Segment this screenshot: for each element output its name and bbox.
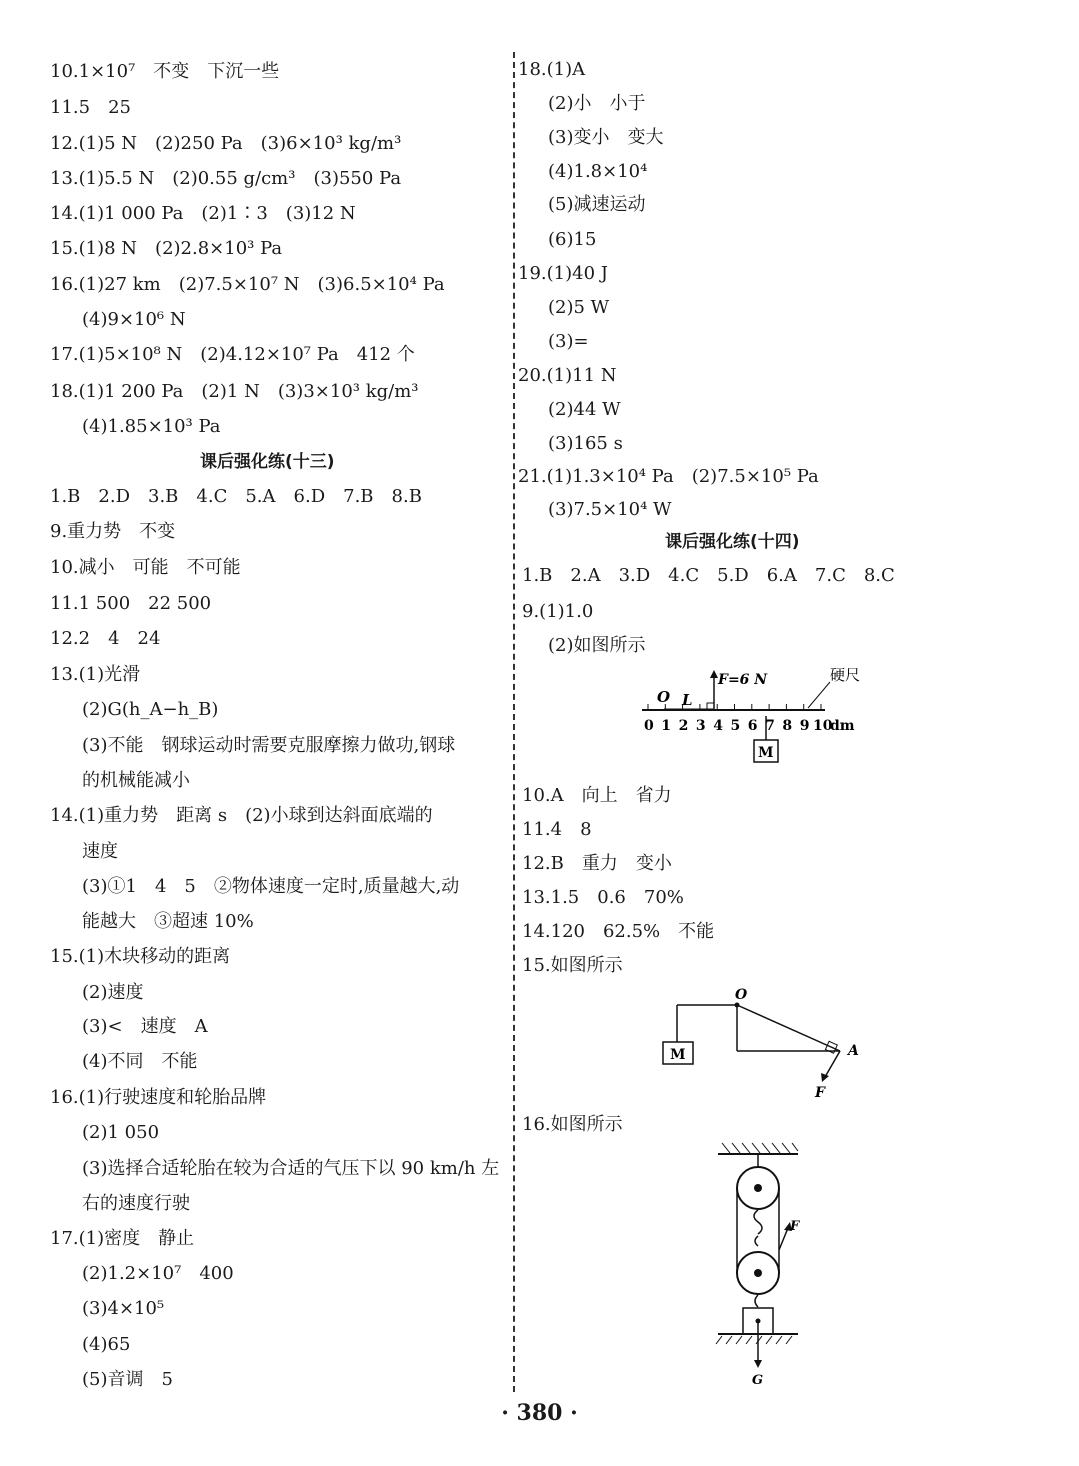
answer-line: (3)变小 变大 [548,127,664,148]
answer-line: (5)音调 5 [82,1369,173,1390]
ruler-label: 硬尺 [830,666,861,684]
gravity-g-label: G [752,1373,764,1388]
answer-line: 12.(1)5 N (2)250 Pa (3)6×10³ kg/m³ [50,133,402,154]
answer-line: (2)如图所示 [548,635,646,656]
answer-line: (3)< 速度 A [82,1016,208,1037]
force-f-label: F [815,1085,825,1101]
answer-line: 13.(1)5.5 N (2)0.55 g/cm³ (3)550 Pa [50,168,402,189]
answer-line: (2)G(h_A−h_B) [82,699,219,720]
page-number: · 380 · [501,1400,578,1426]
answer-line: (4)1.85×10³ Pa [82,416,221,437]
answer-line: 12.2 4 24 [50,628,161,649]
answer-line: 9.重力势 不变 [50,521,176,542]
section-heading: 课后强化练(十三) [200,452,335,472]
column-divider [513,52,515,1392]
answer-line: (2)44 W [548,399,621,420]
lever-force-figure [655,985,875,1105]
answer-line: (6)15 [548,229,597,250]
answer-line: (3)= [548,331,589,352]
answer-line: (4)65 [82,1334,131,1355]
ruler-tick-label: 6 [747,718,758,734]
ruler-tick-label: 5 [730,718,741,734]
ruler-tick-label: 10 [813,718,833,734]
ruler-tick-label: 4 [713,718,723,734]
ruler-unit-label: dm [830,718,855,734]
ruler-tick-label: 2 [678,718,689,734]
ruler-tick-label: 3 [695,718,706,734]
force-label: F=6 N [718,672,768,688]
ruler-tick-label: 9 [799,718,810,734]
answer-line: (3)①1 4 5 ②物体速度一定时,质量越大,动 [82,876,460,897]
answer-line: 18.(1)A [518,59,586,80]
answer-line: (3)选择合适轮胎在较为合适的气压下以 90 km/h 左 [82,1158,500,1179]
answer-line: 1.B 2.D 3.B 4.C 5.A 6.D 7.B 8.B [50,486,422,507]
answer-line: (2)5 W [548,297,610,318]
answer-line: 10.减小 可能 不可能 [50,557,241,578]
answer-line: (2)1 050 [82,1122,160,1143]
answer-line: 15.如图所示 [522,955,623,976]
answer-line: 12.B 重力 变小 [522,853,672,874]
ruler-tick-label: 1 [661,718,672,734]
pulley-figure [710,1140,820,1390]
answer-line: (3)165 s [548,433,623,454]
answer-line: 的机械能减小 [82,770,190,791]
answer-line: 17.(1)密度 静止 [50,1228,195,1249]
answer-line: 17.(1)5×10⁸ N (2)4.12×10⁷ Pa 412 个 [50,344,415,365]
point-a-label: A [848,1043,859,1059]
arm-l-label: L [682,691,693,709]
answer-line: (5)减速运动 [548,194,646,215]
answer-line: 10.1×10⁷ 不变 下沉一些 [50,61,280,82]
answer-line: 能越大 ③超速 10% [82,911,254,932]
answer-line: 速度 [82,841,118,862]
answer-line: 1.B 2.A 3.D 4.C 5.D 6.A 7.C 8.C [522,565,895,586]
answer-line: 9.(1)1.0 [522,601,594,622]
answer-line: 16.(1)27 km (2)7.5×10⁷ N (3)6.5×10⁴ Pa [50,274,445,295]
answer-line: (2)小 小于 [548,93,646,114]
answer-line: 11.4 8 [522,819,592,840]
answer-line: 19.(1)40 J [518,263,608,284]
section-heading: 课后强化练(十四) [665,532,800,552]
answer-line: 14.(1)1 000 Pa (2)1∶3 (3)12 N [50,203,356,224]
answer-line: 14.(1)重力势 距离 s (2)小球到达斜面底端的 [50,805,433,826]
answer-line: 15.(1)木块移动的距离 [50,946,231,967]
answer-line: 16.(1)行驶速度和轮胎品牌 [50,1087,267,1108]
answer-line: (2)速度 [82,982,144,1003]
answer-line: 21.(1)1.3×10⁴ Pa (2)7.5×10⁵ Pa [518,466,819,487]
answer-line: (3)不能 钢球运动时需要克服摩擦力做功,钢球 [82,735,456,756]
ruler-tick-label: 7 [765,718,775,734]
answer-line: 10.A 向上 省力 [522,785,672,806]
answer-line: (4)1.8×10⁴ [548,161,648,182]
answer-line: 13.1.5 0.6 70% [522,887,684,908]
ruler-tick-label: 8 [782,718,793,734]
answer-line: 16.如图所示 [522,1114,623,1135]
pivot-o-label: O [657,688,671,706]
ruler-tick-label: 0 [644,718,654,734]
mass-label: M [758,745,774,761]
answer-line: 11.1 500 22 500 [50,593,212,614]
answer-line: 11.5 25 [50,97,131,118]
mass-label: M [670,1047,686,1063]
answer-line: (3)4×10⁵ [82,1298,165,1319]
pivot-o-label: O [735,987,748,1003]
answer-line: 18.(1)1 200 Pa (2)1 N (3)3×10³ kg/m³ [50,381,419,402]
answer-line: (3)7.5×10⁴ W [548,499,672,520]
answer-line: 15.(1)8 N (2)2.8×10³ Pa [50,238,283,259]
answer-line: 14.120 62.5% 不能 [522,921,715,942]
answer-line: 13.(1)光滑 [50,664,141,685]
answer-line: (4)9×10⁶ N [82,309,186,330]
answer-line: (2)1.2×10⁷ 400 [82,1263,234,1284]
answer-line: 20.(1)11 N [518,365,617,386]
lever-ruler-figure [630,660,880,775]
force-f-label: F [790,1219,800,1234]
answer-line: 右的速度行驶 [82,1193,190,1214]
answer-line: (4)不同 不能 [82,1051,198,1072]
